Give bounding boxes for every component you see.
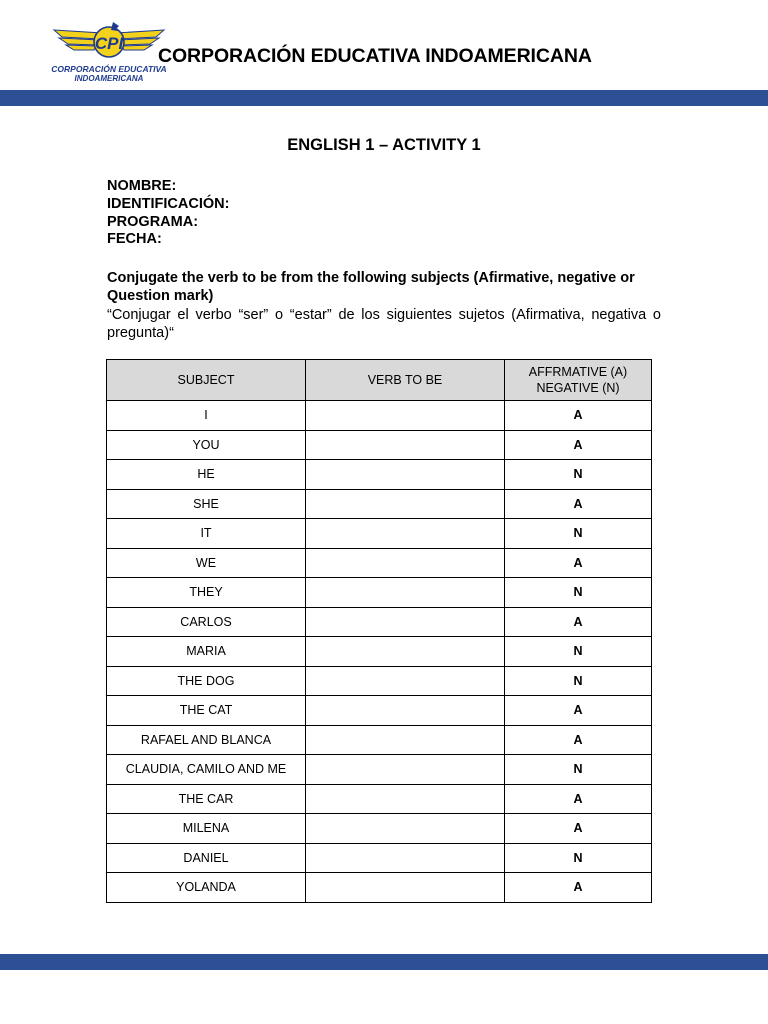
form-cell: N xyxy=(505,755,652,785)
logo-caption-line1: CORPORACIÓN EDUCATIVA xyxy=(51,64,167,74)
instruction-spanish: “Conjugar el verbo “ser” o “estar” de los siguientes sujetos (Afirmativa, negativa o pregunta)“ xyxy=(107,306,661,341)
conjugation-table xyxy=(106,359,652,903)
verb-answer-cell[interactable] xyxy=(306,696,505,726)
verb-answer-cell[interactable] xyxy=(306,637,505,667)
column-header-form xyxy=(505,360,652,401)
form-cell: A xyxy=(505,489,652,519)
table-row xyxy=(107,814,652,844)
subject-cell: THEY xyxy=(107,578,306,608)
instructions xyxy=(107,269,661,342)
subject-cell: YOU xyxy=(107,430,306,460)
verb-answer-cell[interactable] xyxy=(306,843,505,873)
form-cell: A xyxy=(505,784,652,814)
form-cell: A xyxy=(505,548,652,578)
subject-cell: THE DOG xyxy=(107,666,306,696)
verb-answer-cell[interactable] xyxy=(306,814,505,844)
form-cell: A xyxy=(505,696,652,726)
table-row xyxy=(107,755,652,785)
form-cell: A xyxy=(505,401,652,431)
subject-cell: CLAUDIA, CAMILO AND ME xyxy=(107,755,306,785)
table-row xyxy=(107,784,652,814)
verb-answer-cell[interactable] xyxy=(306,489,505,519)
form-cell: N xyxy=(505,578,652,608)
field-programa: PROGRAMA: xyxy=(107,213,199,230)
verb-answer-cell[interactable] xyxy=(306,666,505,696)
table-row xyxy=(107,637,652,667)
form-cell: A xyxy=(505,430,652,460)
subject-cell: IT xyxy=(107,519,306,549)
student-info-fields xyxy=(107,178,229,249)
subject-cell: HE xyxy=(107,460,306,490)
subject-cell: CARLOS xyxy=(107,607,306,637)
table-row xyxy=(107,666,652,696)
subject-cell: I xyxy=(107,401,306,431)
table-row xyxy=(107,548,652,578)
verb-answer-cell[interactable] xyxy=(306,725,505,755)
table-row xyxy=(107,843,652,873)
verb-answer-cell[interactable] xyxy=(306,430,505,460)
subject-cell: SHE xyxy=(107,489,306,519)
form-cell: N xyxy=(505,666,652,696)
verb-answer-cell[interactable] xyxy=(306,548,505,578)
subject-cell: YOLANDA xyxy=(107,873,306,903)
column-header-form-line1: AFFRMATIVE (A) xyxy=(528,365,628,379)
subject-cell: MARIA xyxy=(107,637,306,667)
table-row xyxy=(107,725,652,755)
winged-logo-icon xyxy=(50,18,168,86)
column-header-verb: VERB TO BE xyxy=(306,360,505,401)
verb-answer-cell[interactable] xyxy=(306,784,505,814)
form-cell: N xyxy=(505,519,652,549)
table-row xyxy=(107,578,652,608)
form-cell: A xyxy=(505,725,652,755)
form-cell: A xyxy=(505,814,652,844)
column-header-subject: SUBJECT xyxy=(107,360,306,401)
footer-band xyxy=(0,954,768,970)
table-row xyxy=(107,607,652,637)
subject-cell: RAFAEL AND BLANCA xyxy=(107,725,306,755)
subject-cell: DANIEL xyxy=(107,843,306,873)
verb-answer-cell[interactable] xyxy=(306,607,505,637)
logo-caption-line2: INDOAMERICANA xyxy=(74,74,144,83)
field-fecha: FECHA: xyxy=(107,231,162,248)
verb-answer-cell[interactable] xyxy=(306,578,505,608)
subject-cell: THE CAR xyxy=(107,784,306,814)
verb-answer-cell[interactable] xyxy=(306,460,505,490)
document-title: ENGLISH 1 – ACTIVITY 1 xyxy=(287,136,481,154)
instruction-english: Conjugate the verb to be from the following subjects (Afirmative, negative or Question mark) xyxy=(107,270,635,305)
subject-cell: THE CAT xyxy=(107,696,306,726)
form-cell: N xyxy=(505,460,652,490)
logo-initials: CPI xyxy=(94,34,124,53)
table-row xyxy=(107,430,652,460)
field-identificacion: IDENTIFICACIÓN: xyxy=(107,195,230,212)
field-nombre: NOMBRE: xyxy=(107,178,177,194)
subject-cell: WE xyxy=(107,548,306,578)
table-row xyxy=(107,460,652,490)
verb-answer-cell[interactable] xyxy=(306,401,505,431)
institution-logo xyxy=(50,18,168,86)
subject-cell: MILENA xyxy=(107,814,306,844)
column-header-form-line2: NEGATIVE (N) xyxy=(536,381,620,395)
verb-answer-cell[interactable] xyxy=(306,755,505,785)
verb-answer-cell[interactable] xyxy=(306,873,505,903)
table-row xyxy=(107,873,652,903)
table-header-row xyxy=(107,360,652,401)
institution-name: CORPORACIÓN EDUCATIVA INDOAMERICANA xyxy=(158,45,592,67)
form-cell: A xyxy=(505,607,652,637)
table-row xyxy=(107,489,652,519)
table-row xyxy=(107,696,652,726)
form-cell: N xyxy=(505,843,652,873)
header-band xyxy=(0,90,768,106)
table-row xyxy=(107,401,652,431)
table-row xyxy=(107,519,652,549)
form-cell: N xyxy=(505,637,652,667)
verb-answer-cell[interactable] xyxy=(306,519,505,549)
form-cell: A xyxy=(505,873,652,903)
